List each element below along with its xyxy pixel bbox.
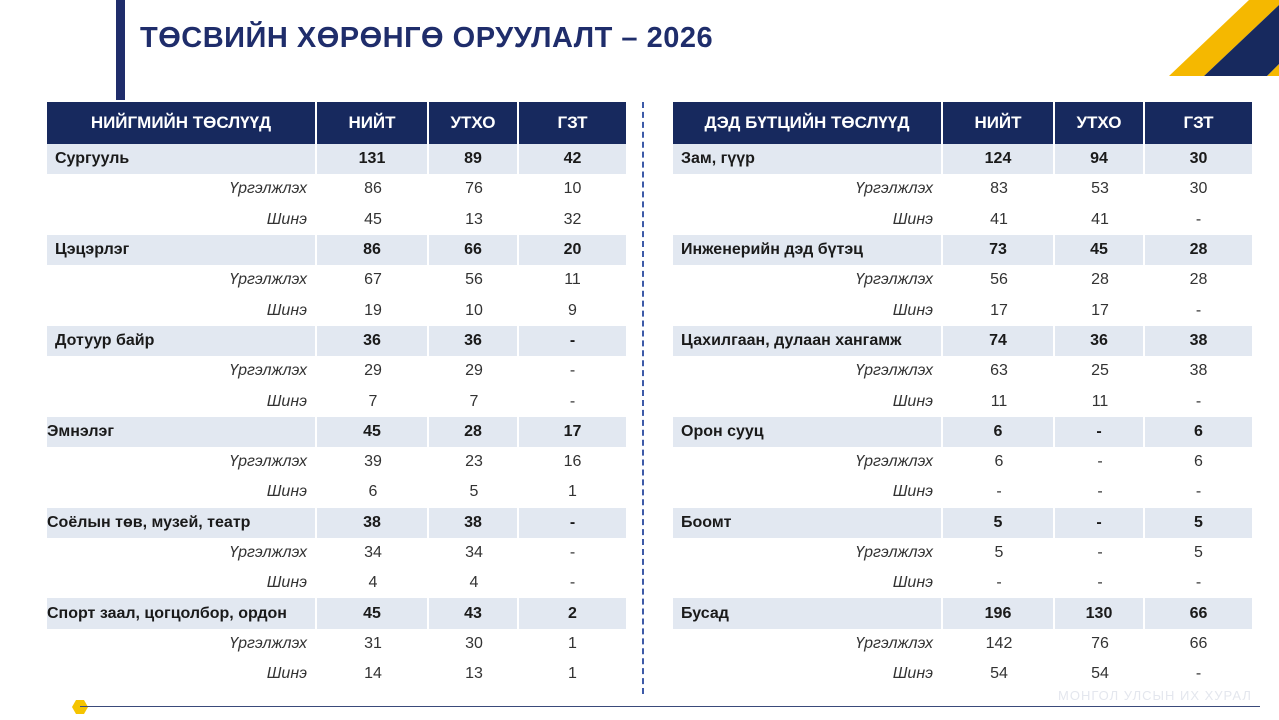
header-gzt: ГЗТ: [1145, 102, 1252, 144]
subcategory-total-value: 45: [364, 210, 382, 228]
category-gzt-value: 2: [519, 598, 626, 628]
subcategory-total-value: 56: [990, 271, 1008, 289]
category-name: Орон сууц: [673, 417, 943, 447]
subcategory-row: [47, 295, 626, 325]
category-row: [47, 598, 626, 628]
subcategory-row: [673, 174, 1252, 204]
category-name: Соёлын төв, музей, театр: [47, 508, 317, 538]
corner-decoration: [1079, 0, 1279, 80]
subcategory-label: Шинэ: [266, 392, 307, 410]
category-gzt-value: 38: [1145, 326, 1252, 356]
subcategory-total-value: 19: [364, 301, 382, 319]
subcategory-utho-value: 17: [1091, 301, 1109, 319]
subcategory-gzt-value: 6: [1194, 453, 1203, 471]
subcategory-gzt-value: 38: [1189, 362, 1208, 380]
subcategory-row: [673, 265, 1252, 295]
category-name: Боомт: [673, 508, 943, 538]
subcategory-label: Үргэлжлэх: [855, 362, 933, 380]
category-utho-value: 36: [429, 326, 519, 356]
subcategory-utho-value: 34: [465, 544, 483, 561]
category-gzt-value: 42: [519, 144, 626, 174]
subcategory-total-value: 86: [364, 180, 382, 198]
subcategory-row: [673, 356, 1252, 386]
subcategory-row: [673, 447, 1252, 477]
subcategory-utho-value: -: [1097, 453, 1103, 471]
subcategory-label: Шинэ: [266, 301, 307, 319]
subcategory-total-value: 41: [990, 210, 1008, 228]
subcategory-label: Шинэ: [892, 483, 933, 501]
subcategory-row: [47, 538, 626, 568]
category-utho-value: -: [1055, 508, 1145, 538]
subcategory-total-value: 54: [990, 665, 1008, 683]
subcategory-row: [47, 205, 626, 235]
footer-hexagon-icon: [72, 700, 88, 714]
category-name: Сургууль: [47, 144, 317, 174]
subcategory-label: Шинэ: [266, 665, 307, 683]
subcategory-utho-value: -: [1097, 544, 1103, 561]
subcategory-gzt-value: 9: [568, 301, 577, 319]
subcategory-utho-value: 56: [465, 271, 483, 289]
subcategory-gzt-value: 10: [563, 180, 582, 198]
category-total-value: 124: [943, 144, 1055, 174]
subcategory-total-value: 6: [368, 483, 378, 501]
category-name: Зам, гүүр: [673, 144, 943, 174]
subcategory-label: Шинэ: [892, 392, 933, 410]
header-utho: УТХО: [429, 102, 519, 144]
category-gzt-value: 5: [1145, 508, 1252, 538]
subcategory-label: Шинэ: [266, 483, 307, 501]
subcategory-label: Үргэлжлэх: [229, 634, 307, 652]
category-row: [47, 144, 626, 174]
subcategory-utho-value: 76: [465, 180, 483, 198]
category-name: Цэцэрлэг: [47, 235, 317, 265]
subcategory-gzt-value: 66: [1189, 634, 1208, 652]
subcategory-utho-value: 54: [1091, 665, 1109, 683]
subcategory-total-value: 14: [364, 665, 382, 683]
subcategory-gzt-value: 16: [563, 453, 582, 471]
category-gzt-value: -: [519, 508, 626, 538]
subcategory-utho-value: -: [1097, 483, 1103, 501]
subcategory-total-value: 39: [364, 453, 382, 471]
subcategory-gzt-value: -: [569, 544, 576, 561]
subcategory-gzt-value: -: [569, 574, 576, 592]
subcategory-total-value: 63: [990, 362, 1008, 380]
subcategory-row: [673, 538, 1252, 568]
title-accent-bar: [116, 0, 125, 100]
subcategory-row: [47, 174, 626, 204]
category-row: [673, 144, 1252, 174]
category-total-value: 196: [943, 598, 1055, 628]
subcategory-total-value: 5: [994, 544, 1004, 561]
category-utho-value: 66: [429, 235, 519, 265]
category-gzt-value: -: [519, 326, 626, 356]
subcategory-utho-value: 25: [1091, 362, 1109, 380]
subcategory-label: Үргэлжлэх: [855, 453, 933, 471]
social-table-body: [47, 144, 626, 689]
subcategory-label: Шинэ: [892, 210, 933, 228]
subcategory-total-value: 34: [364, 544, 382, 561]
subcategory-label: Шинэ: [266, 210, 307, 228]
subcategory-label: Үргэлжлэх: [855, 271, 933, 289]
subcategory-total-value: 83: [990, 180, 1008, 198]
watermark-text: МОНГОЛ УЛСЫН ИХ ХУРАЛ: [1058, 688, 1252, 703]
subcategory-label: Шинэ: [266, 574, 307, 592]
subcategory-row: [47, 629, 626, 659]
subcategory-gzt-value: -: [1195, 574, 1202, 592]
subcategory-total-value: 17: [990, 301, 1008, 319]
category-row: [673, 417, 1252, 447]
footer-line: [80, 706, 1260, 707]
subcategory-total-value: -: [996, 574, 1002, 592]
subcategory-utho-value: 28: [1091, 271, 1109, 289]
subcategory-label: Үргэлжлэх: [229, 362, 307, 380]
subcategory-utho-value: 13: [465, 665, 483, 683]
subcategory-label: Үргэлжлэх: [855, 180, 933, 198]
infrastructure-projects-table: [673, 102, 1252, 689]
subcategory-gzt-value: -: [1195, 665, 1202, 683]
category-name: Бусад: [673, 598, 943, 628]
subcategory-row: [47, 386, 626, 416]
subcategory-utho-value: 29: [465, 362, 483, 380]
category-utho-value: 38: [429, 508, 519, 538]
subcategory-row: [673, 295, 1252, 325]
category-total-value: 86: [317, 235, 429, 265]
header-projects: ДЭД БҮТЦИЙН ТӨСЛҮҮД: [673, 102, 943, 144]
subcategory-label: Шинэ: [892, 301, 933, 319]
social-projects-table: [47, 102, 626, 689]
category-utho-value: 89: [429, 144, 519, 174]
category-utho-value: -: [1055, 417, 1145, 447]
subcategory-label: Шинэ: [892, 665, 933, 683]
subcategory-utho-value: 53: [1091, 180, 1109, 198]
category-name: Дотуур байр: [47, 326, 317, 356]
subcategory-gzt-value: -: [1195, 301, 1202, 319]
category-utho-value: 94: [1055, 144, 1145, 174]
subcategory-gzt-value: 1: [568, 483, 577, 501]
subcategory-total-value: 11: [990, 392, 1008, 410]
subcategory-utho-value: 23: [465, 453, 483, 471]
subcategory-utho-value: 10: [465, 301, 483, 319]
category-row: [47, 326, 626, 356]
subcategory-row: [673, 629, 1252, 659]
subcategory-row: [673, 386, 1252, 416]
category-gzt-value: 6: [1145, 417, 1252, 447]
subcategory-utho-value: 5: [469, 483, 479, 501]
category-total-value: 38: [317, 508, 429, 538]
subcategory-total-value: 6: [994, 453, 1004, 471]
subcategory-total-value: 142: [985, 634, 1013, 652]
subcategory-row: [47, 568, 626, 598]
subcategory-utho-value: 4: [469, 574, 479, 592]
subcategory-row: [673, 477, 1252, 507]
category-row: [673, 235, 1252, 265]
header-gzt: ГЗТ: [519, 102, 626, 144]
subcategory-gzt-value: -: [569, 362, 576, 380]
subcategory-label: Үргэлжлэх: [229, 180, 307, 198]
subcategory-gzt-value: 1: [568, 665, 577, 683]
subcategory-row: [673, 568, 1252, 598]
category-utho-value: 28: [429, 417, 519, 447]
subcategory-label: Шинэ: [892, 574, 933, 592]
infrastructure-table-body: [673, 144, 1252, 689]
subcategory-gzt-value: 1: [568, 634, 577, 652]
subcategory-gzt-value: -: [1195, 483, 1202, 501]
subcategory-row: [47, 447, 626, 477]
subcategory-utho-value: 11: [1091, 392, 1109, 410]
subcategory-utho-value: 30: [465, 634, 483, 652]
subcategory-gzt-value: 5: [1194, 544, 1203, 561]
dashed-divider: [642, 102, 644, 694]
subcategory-total-value: 4: [368, 574, 378, 592]
category-row: [673, 598, 1252, 628]
category-utho-value: 45: [1055, 235, 1145, 265]
subcategory-total-value: 7: [368, 392, 378, 410]
subcategory-utho-value: 41: [1091, 210, 1109, 228]
category-total-value: 5: [943, 508, 1055, 538]
subcategory-total-value: -: [996, 483, 1002, 501]
header-utho: УТХО: [1055, 102, 1145, 144]
subcategory-gzt-value: -: [1195, 392, 1202, 410]
category-gzt-value: 30: [1145, 144, 1252, 174]
subcategory-row: [47, 659, 626, 689]
category-gzt-value: 28: [1145, 235, 1252, 265]
subcategory-total-value: 67: [364, 271, 382, 289]
subcategory-total-value: 29: [364, 362, 382, 380]
header-projects: НИЙГМИЙН ТӨСЛҮҮД: [47, 102, 317, 144]
category-name: Инженерийн дэд бүтэц: [673, 235, 943, 265]
subcategory-row: [47, 265, 626, 295]
category-utho-value: 130: [1055, 598, 1145, 628]
category-name: Цахилгаан, дулаан хангамж: [673, 326, 943, 356]
category-total-value: 131: [317, 144, 429, 174]
category-total-value: 74: [943, 326, 1055, 356]
category-total-value: 45: [317, 417, 429, 447]
subcategory-gzt-value: 30: [1189, 180, 1208, 198]
category-total-value: 36: [317, 326, 429, 356]
header-total: НИЙТ: [943, 102, 1055, 144]
subcategory-total-value: 31: [364, 634, 382, 652]
subcategory-utho-value: 7: [469, 392, 479, 410]
subcategory-gzt-value: -: [1195, 210, 1202, 228]
category-utho-value: 36: [1055, 326, 1145, 356]
header-total: НИЙТ: [317, 102, 429, 144]
subcategory-label: Үргэлжлэх: [229, 453, 307, 471]
category-total-value: 6: [943, 417, 1055, 447]
subcategory-label: Үргэлжлэх: [229, 271, 307, 289]
table-header-row: [673, 102, 1252, 144]
subcategory-row: [47, 356, 626, 386]
category-total-value: 45: [317, 598, 429, 628]
subcategory-label: Үргэлжлэх: [229, 544, 307, 561]
category-gzt-value: 66: [1145, 598, 1252, 628]
category-row: [47, 508, 626, 538]
subcategory-gzt-value: 11: [564, 271, 581, 289]
subcategory-utho-value: 13: [465, 210, 483, 228]
category-name: Спорт заал, цогцолбор, ордон: [47, 598, 317, 628]
subcategory-label: Үргэлжлэх: [855, 544, 933, 561]
subcategory-row: [673, 659, 1252, 689]
subcategory-gzt-value: 32: [563, 210, 582, 228]
category-name: Эмнэлэг: [47, 417, 317, 447]
category-gzt-value: 17: [519, 417, 626, 447]
table-header-row: [47, 102, 626, 144]
subcategory-utho-value: -: [1097, 574, 1103, 592]
page-title: ТӨСВИЙН ХӨРӨНГӨ ОРУУЛАЛТ – 2026: [140, 22, 714, 54]
category-row: [47, 417, 626, 447]
subcategory-gzt-value: 28: [1189, 271, 1208, 289]
subcategory-gzt-value: -: [569, 392, 576, 410]
subcategory-row: [47, 477, 626, 507]
subcategory-utho-value: 76: [1091, 634, 1109, 652]
subcategory-label: Үргэлжлэх: [855, 634, 933, 652]
category-utho-value: 43: [429, 598, 519, 628]
category-total-value: 73: [943, 235, 1055, 265]
category-row: [673, 508, 1252, 538]
category-gzt-value: 20: [519, 235, 626, 265]
category-row: [47, 235, 626, 265]
category-row: [673, 326, 1252, 356]
subcategory-row: [673, 205, 1252, 235]
